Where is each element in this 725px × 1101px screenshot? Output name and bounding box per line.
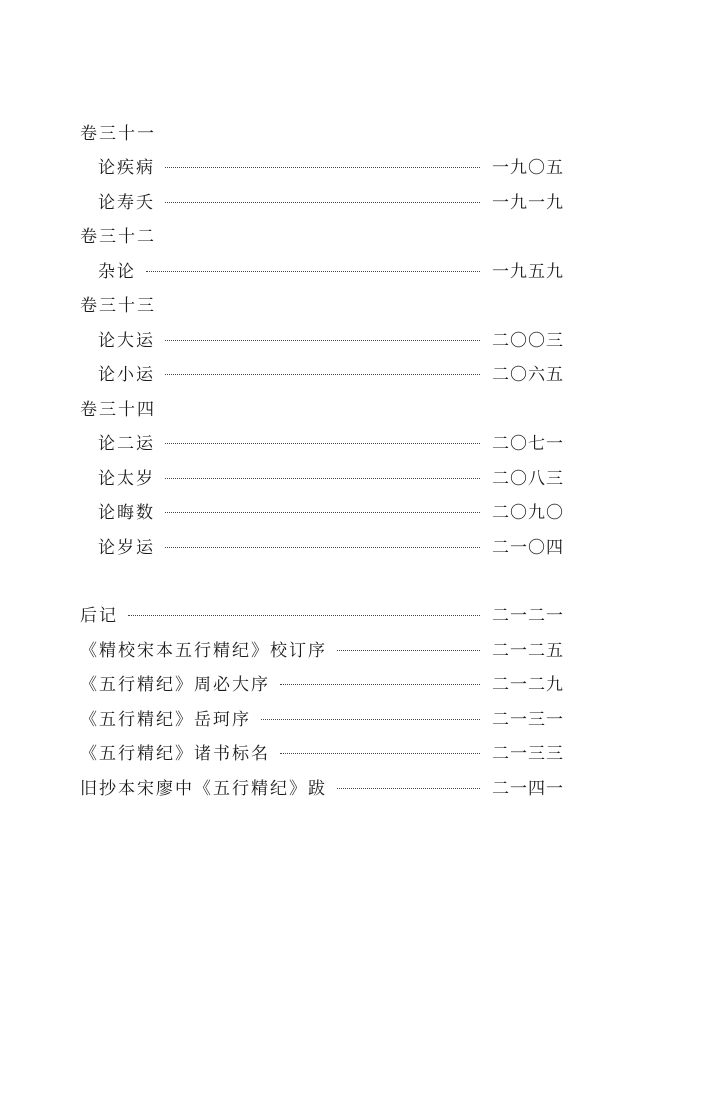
volume-title: 卷三十四 [80, 399, 156, 420]
toc-appendix-list [80, 597, 564, 804]
toc-volume-heading [80, 287, 564, 322]
entry-title: 旧抄本宋廖中《五行精纪》跋 [80, 778, 327, 799]
toc-entry[interactable] [80, 494, 564, 529]
entry-page-number: 二〇八三 [492, 468, 564, 489]
entry-title: 《五行精纪》周必大序 [80, 675, 270, 696]
entry-title: 论岁运 [98, 537, 155, 558]
entry-title: 论大运 [98, 330, 155, 351]
toc-entry[interactable] [80, 735, 564, 770]
toc-entry[interactable] [80, 149, 564, 184]
entry-title: 论寿夭 [98, 192, 155, 213]
toc-entry[interactable] [80, 425, 564, 460]
entry-page-number: 二一三一 [492, 709, 564, 730]
dot-leader [146, 271, 480, 272]
dot-leader [165, 374, 480, 375]
toc-main-list [80, 114, 564, 563]
entry-title: 论疾病 [98, 158, 155, 179]
entry-page-number: 二一二一 [492, 606, 564, 627]
entry-title: 《五行精纪》岳珂序 [80, 709, 251, 730]
toc-entry[interactable] [80, 528, 564, 563]
entry-title: 《精校宋本五行精纪》校订序 [80, 640, 327, 661]
dot-leader [337, 788, 480, 789]
toc-entry[interactable] [80, 252, 564, 287]
entry-title: 论晦数 [98, 503, 155, 524]
entry-title: 论小运 [98, 365, 155, 386]
entry-page-number: 二一二五 [492, 640, 564, 661]
entry-page-number: 二〇〇三 [492, 330, 564, 351]
entry-page-number: 二一〇四 [492, 537, 564, 558]
entry-title: 论太岁 [98, 468, 155, 489]
volume-title: 卷三十一 [80, 123, 156, 144]
dot-leader [165, 547, 480, 548]
entry-title: 《五行精纪》诸书标名 [80, 744, 270, 765]
dot-leader [165, 202, 480, 203]
dot-leader [165, 443, 480, 444]
entry-page-number: 二〇七一 [492, 434, 564, 455]
toc-volume-heading [80, 390, 564, 425]
entry-page-number: 二一三三 [492, 744, 564, 765]
toc-entry[interactable] [80, 183, 564, 218]
toc-volume-heading [80, 114, 564, 149]
toc-entry[interactable] [80, 631, 564, 666]
entry-page-number: 一九一九 [492, 192, 564, 213]
toc-entry[interactable] [80, 666, 564, 701]
dot-leader [165, 167, 480, 168]
section-gap [80, 563, 564, 597]
dot-leader [280, 753, 480, 754]
entry-title: 杂论 [98, 261, 136, 282]
dot-leader [261, 719, 480, 720]
toc-entry[interactable] [80, 597, 564, 632]
dot-leader [280, 684, 480, 685]
dot-leader [165, 478, 480, 479]
volume-title: 卷三十三 [80, 296, 156, 317]
dot-leader [165, 340, 480, 341]
toc-volume-heading [80, 218, 564, 253]
entry-page-number: 二〇六五 [492, 365, 564, 386]
volume-title: 卷三十二 [80, 227, 156, 248]
toc-entry[interactable] [80, 356, 564, 391]
entry-page-number: 二〇九〇 [492, 503, 564, 524]
entry-page-number: 二一四一 [492, 778, 564, 799]
toc-entry[interactable] [80, 700, 564, 735]
toc-entry[interactable] [80, 321, 564, 356]
toc-entry[interactable] [80, 459, 564, 494]
entry-page-number: 一九〇五 [492, 158, 564, 179]
dot-leader [337, 650, 480, 651]
entry-page-number: 一九五九 [492, 261, 564, 282]
toc-entry[interactable] [80, 769, 564, 804]
entry-title: 论二运 [98, 434, 155, 455]
entry-title: 后记 [80, 606, 118, 627]
entry-page-number: 二一二九 [492, 675, 564, 696]
dot-leader [128, 615, 480, 616]
table-of-contents [80, 114, 564, 804]
dot-leader [165, 512, 480, 513]
